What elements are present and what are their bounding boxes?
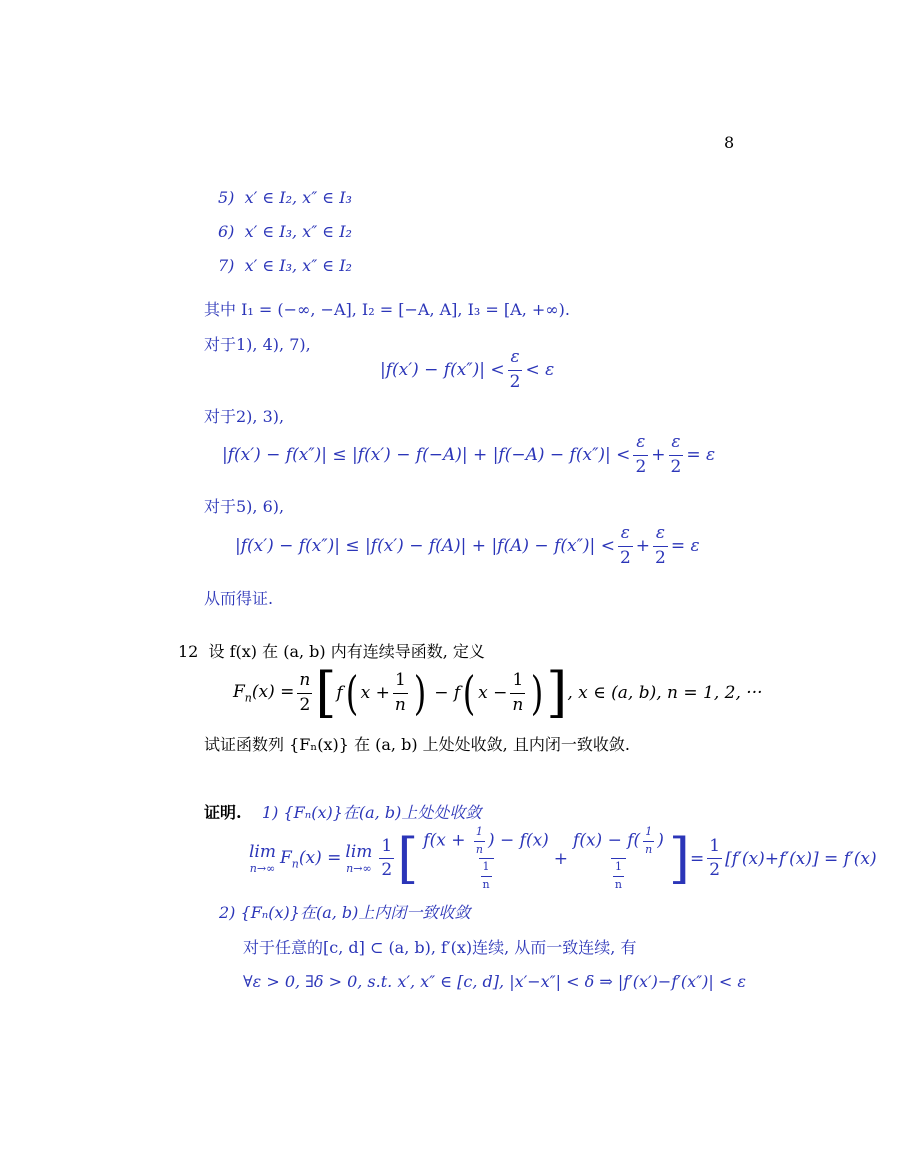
limit-equation: lim n→∞ $F_n(x)$ = lim n→∞ $\frac{1}{2}$ [ f(x + $\frac{1}{n}$ ) − f(x) $\frac{1}{n}$ + f(x) − f( $\frac{1}{n}$ ) $\frac{1}{n}$ ] = $\frac{1}{2}$ [f′(x)+f′(x)] = f′(x) [249,825,877,891]
case-6 [218,222,352,241]
case-group-147: 对于1), 4), 7), [204,335,311,354]
case-7 [218,256,352,275]
case-label: 6) [218,222,235,241]
page-number: 8 [724,133,735,152]
case-math: x′ ∈ I₃, x″ ∈ I₂ [244,256,352,275]
proof-step-2: 2) {Fₙ(x)}在(a, b)上内闭一致收敛 [219,903,471,922]
proof-step-1: 1) {Fₙ(x)}在(a, b)上处处收敛 [261,803,482,822]
equation-1: |f(x′) − f(x″)| < $\frac{\varepsilon}{2}$ < ε [380,347,555,392]
proof-label: 证明. [204,803,242,822]
case-math: x′ ∈ I₂, x″ ∈ I₃ [244,188,352,207]
case-group-56: 对于5), 6), [204,497,285,516]
case-group-23: 对于2), 3), [204,407,285,426]
conclusion: 从而得证. [204,589,274,608]
problem-12-statement [178,639,485,662]
proof-heading [204,800,481,823]
case-label: 7) [218,256,235,275]
interval-definition: 其中 I₁ = (−∞, −A], I₂ = [−A, A], I₃ = [A, +∞). [204,300,570,319]
case-5 [218,188,352,207]
case-label: 5) [218,188,235,207]
equation-3: |f(x′) − f(x″)| ≤ |f(x′) − f(A)| + |f(A) − f(x″)| < $\frac{\varepsilon}{2}$ + $\frac{\varepsilon}{2}$ = ε [235,523,700,568]
proof-step-2-text: 对于任意的[c, d] ⊂ (a, b), f′(x)连续, 从而一致连续, 有 [243,938,637,957]
proof-last-line: ∀ε > 0, ∃δ > 0, s.t. x′, x″ ∈ [c, d], |x′−x″| < δ ⇒ |f′(x′)−f′(x″)| < ε [243,972,746,991]
problem-statement: 设 f(x) 在 (a, b) 内有连续导函数, 定义 [208,642,485,661]
equation-2: |f(x′) − f(x″)| ≤ |f(x′) − f(−A)| + |f(−A) − f(x″)| < $\frac{\varepsilon}{2}$ + $\frac{\varepsilon}{2}$ = ε [222,432,716,477]
problem-number: 12 [178,642,199,661]
definition-tail: , x ∈ (a, b), n = 1, 2, ··· [567,683,763,703]
problem-to-prove: 试证函数列 {Fₙ(x)} 在 (a, b) 上处处收敛, 且内闭一致收敛. [204,735,630,754]
case-math: x′ ∈ I₃, x″ ∈ I₂ [244,222,352,241]
definition-equation: $F_n(x)$ = $\frac{n}{2}$ [ f ( x + $\frac{1}{n}$ ) − f ( x − $\frac{1}{n}$ ) ] , x ∈ (a, b), n = 1, 2, ··· [233,661,763,724]
